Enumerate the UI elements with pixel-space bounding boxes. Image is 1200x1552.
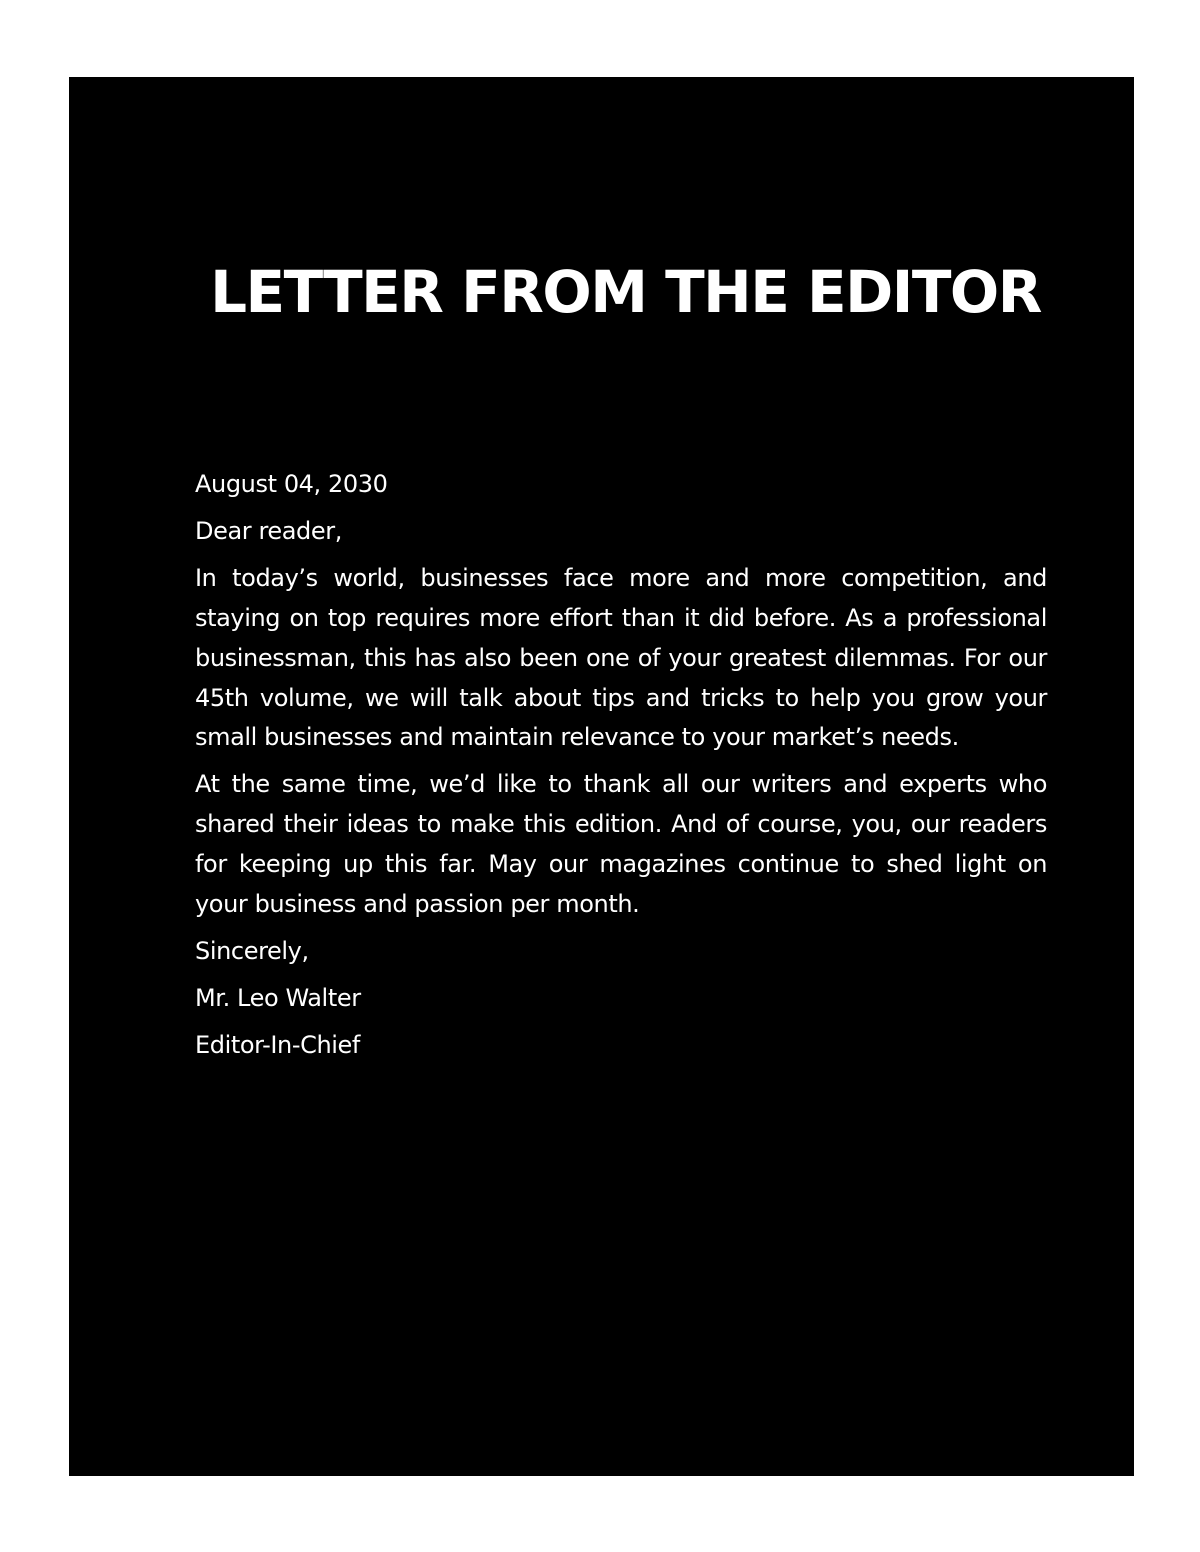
letter-date: August 04, 2030 xyxy=(195,470,388,498)
signature-name: Mr. Leo Walter xyxy=(195,983,361,1012)
letter-body xyxy=(195,465,1047,1073)
letter-closing: Sincerely, xyxy=(195,936,309,965)
page-title: LETTER FROM THE EDITOR xyxy=(210,258,1041,326)
letter-paragraph-1: In today’s world, businesses face more and more competition, and staying on top requires more effort than it did before. As a professional businessman, this has also been one of your greatest dilemmas. For our 45th volume, we will talk about tips and tricks to help you grow your small businesses and maintain relevance to your market’s needs. xyxy=(195,564,1047,752)
signature-title: Editor-In-Chief xyxy=(195,1031,360,1060)
letter-paragraph-2: At the same time, we’d like to thank all our writers and experts who shared their ideas to make this edition. And of course, you, our readers for keeping up this far. May our magazines continue to shed light on your business and passion per month. xyxy=(195,770,1047,918)
letter-salutation: Dear reader, xyxy=(195,517,342,546)
letter-panel xyxy=(69,77,1134,1476)
